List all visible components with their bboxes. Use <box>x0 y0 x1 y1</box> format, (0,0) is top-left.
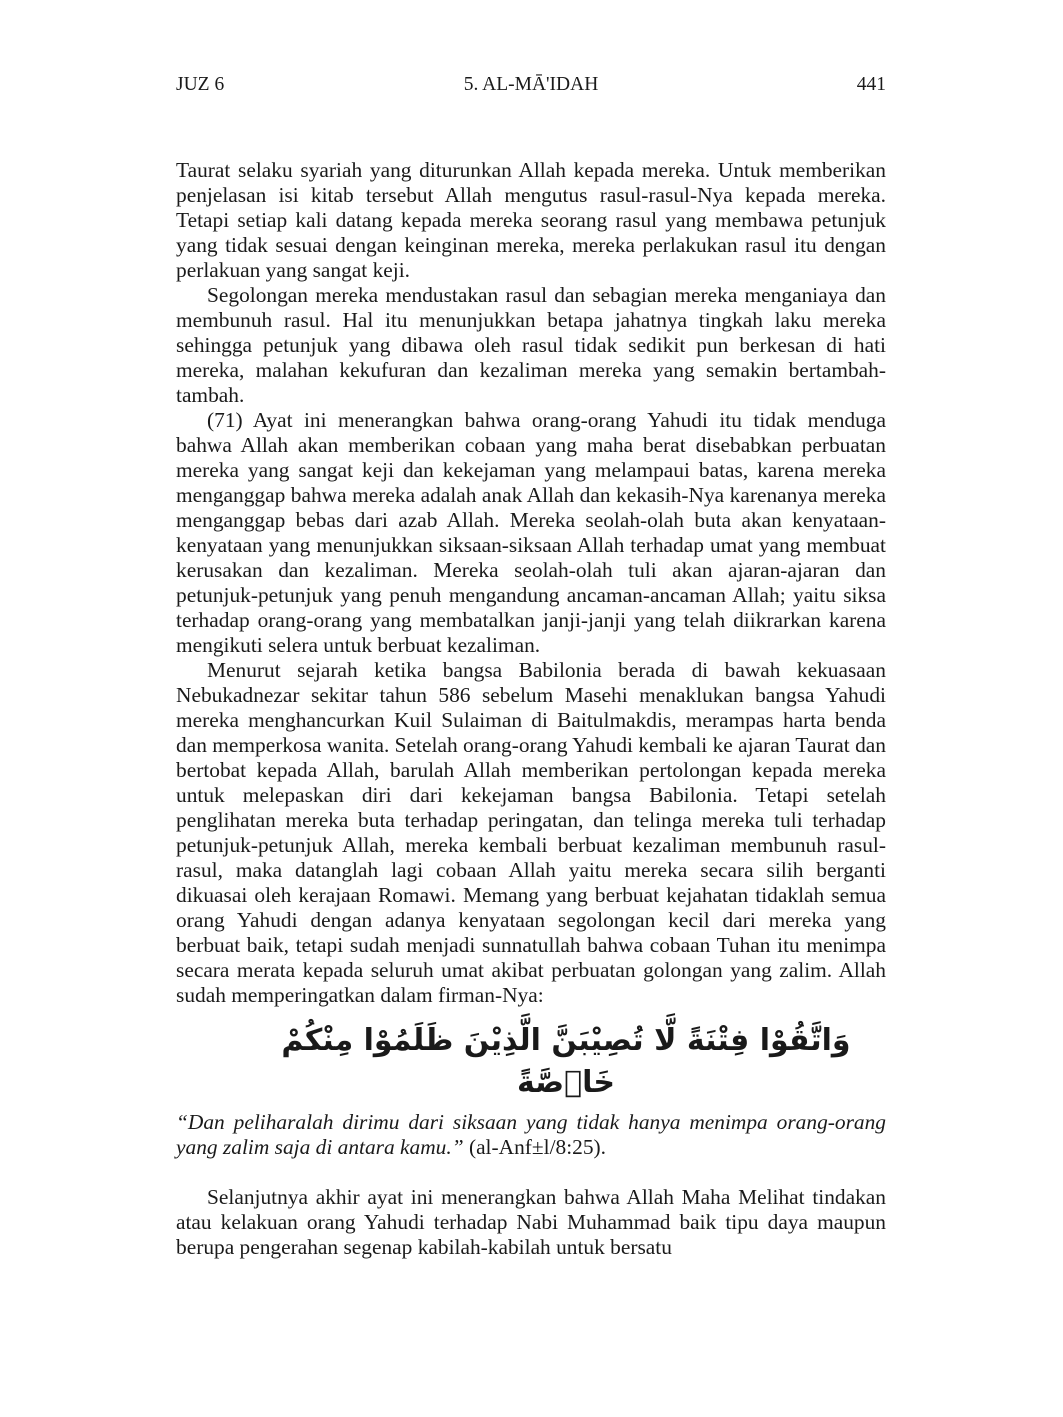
body-text <box>176 158 886 1260</box>
paragraph-3: (71) Ayat ini menerangkan bahwa orang-orang Yahudi itu tidak menduga bahwa Allah akan memberikan cobaan yang maha berat disebabkan perbuatan mereka yang sangat keji dan kekejaman yang melampaui batas, karena mereka menganggap bahwa mereka adalah anak Allah dan kekasih-Nya karenanya mereka menganggap bebas dari azab Allah. Mereka seolah-olah buta akan kenyataan-kenyataan yang menunjukkan siksaan-siksaan Allah terhadap umat yang membuat kerusakan dan kezaliman. Mereka seolah-olah tuli akan ajaran-ajaran dan petunjuk-petunjuk yang penuh mengandung ancaman-ancaman Allah; yaitu siksa terhadap orang-orang yang membatalkan janji-janji yang telah diikrarkan karena mengikuti selera untuk berbuat kezaliman. <box>176 408 886 657</box>
spacer <box>176 1160 886 1185</box>
juz-label: JUZ 6 <box>176 74 225 95</box>
page-number: 441 <box>856 74 886 95</box>
running-header <box>176 74 886 100</box>
surah-title: 5. AL-MĀ'IDAH <box>463 74 599 95</box>
paragraph-1: Taurat selaku syariah yang diturunkan Allah kepada mereka. Untuk memberikan penjelasan isi kitab tersebut Allah mengutus rasul-rasul-Nya kepada mereka. Tetapi setiap kali datang kepada mereka seorang rasul yang membawa petunjuk yang tidak sesuai dengan keinginan mereka, mereka perlakukan rasul itu dengan perlakuan yang sangat keji. <box>176 158 886 282</box>
verse-translation-text: “Dan peliharalah dirimu dari siksaan yang tidak hanya menimpa orang-orang yang zalim saja di antara kamu.” <box>176 1110 886 1159</box>
verse-reference: (al-Anf±l/8:25). <box>463 1135 607 1159</box>
verse-translation <box>176 1110 886 1160</box>
paragraph-5: Selanjutnya akhir ayat ini menerangkan bahwa Allah Maha Melihat tindakan atau kelakuan orang Yahudi terhadap Nabi Muhammad baik tipu daya maupun berupa pengerahan segenap kabilah-kabilah untuk bersatu <box>176 1185 886 1259</box>
paragraph-2: Segolongan mereka mendustakan rasul dan sebagian mereka menganiaya dan membunuh rasul. Hal itu menunjukkan betapa jahatnya tingkah laku mereka sehingga petunjuk yang dibawa oleh rasul tidak sedikit pun berkesan di hati mereka, malahan kekufuran dan kezaliman mereka yang semakin bertambah-tambah. <box>176 283 886 407</box>
paragraph-4: Menurut sejarah ketika bangsa Babilonia berada di bawah kekuasaan Nebukadnezar sekitar tahun 586 sebelum Masehi menaklukan bangsa Yahudi mereka menghancurkan Kuil Sulaiman di Baitulmakdis, merampas harta benda dan memperkosa wanita. Setelah orang-orang Yahudi kembali ke ajaran Taurat dan bertobat kepada Allah, barulah Allah memberikan pertolongan kepada mereka untuk melepaskan diri dari kekejaman bangsa Babilonia. Tetapi setelah penglihatan mereka buta terhadap peringatan, dan telinga mereka tuli terhadap petunjuk-petunjuk Allah, mereka kembali berbuat kezaliman membunuh rasul-rasul, maka datanglah lagi cobaan Allah yaitu mereka secara silih berganti dikuasai oleh kerajaan Romawi. Memang yang berbuat kejahatan tidaklah semua orang Yahudi dengan adanya kenyataan segolongan kecil dari mereka yang berbuat baik, tetapi sudah menjadi sunnatullah bahwa cobaan Tuhan itu menimpa secara merata kepada seluruh umat akibat perbuatan golongan yang zalim. Allah sudah memperingatkan dalam firman-Nya: <box>176 658 886 1007</box>
quran-verse-arabic: وَاتَّقُوْا فِتْنَةً لَّا تُصِيْبَنَّ الَّذِيْنَ ظَلَمُوْا مِنْكُمْ خَاۤصَّةً <box>281 1023 851 1100</box>
